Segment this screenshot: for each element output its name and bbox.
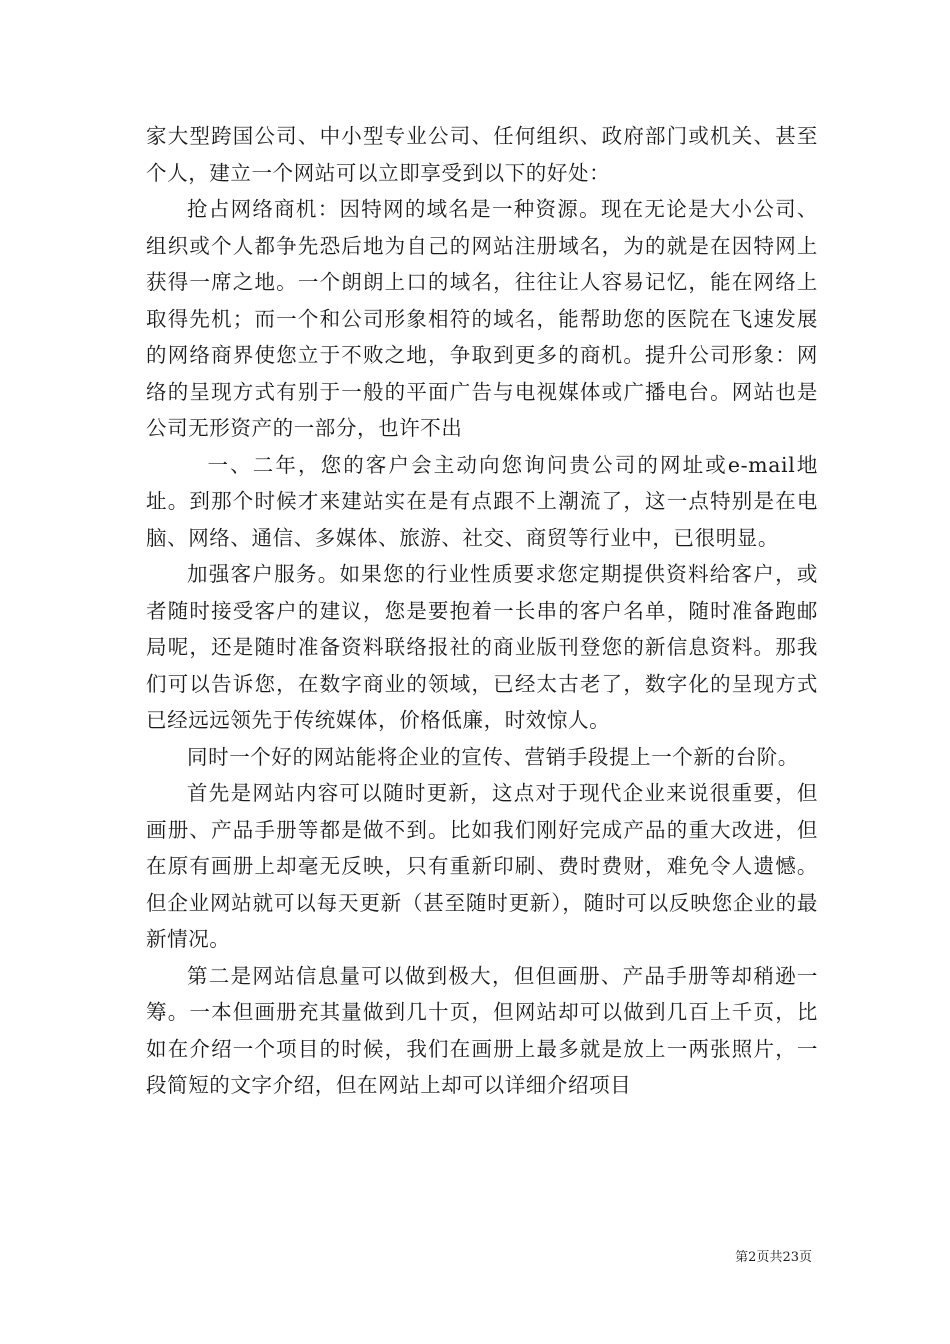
paragraph-2: 抢占网络商机：因特网的域名是一种资源。现在无论是大小公司、组织或个人都争先恐后地为自己的网站注册域名，为的就是在因特网上获得一席之地。一个朗朗上口的域名，往往让人容易记忆，能在网络上取得先机；而一个和公司形象相符的域名，能帮助您的医院在飞速发展的网络商界使您立于不败之地，争取到更多的商机。提升公司形象：网络的呈现方式有别于一般的平面广告与电视媒体或广播电台。网站也是公司无形资产的一部分，也许不出 [146, 197, 818, 440]
paragraph-7: 第二是网站信息量可以做到极大，但但画册、产品手册等却稍逊一筹。一本但画册充其量做到几十页，但网站却可以做到几百上千页，比如在介绍一个项目的时候，我们在画册上最多就是放上一两张照片，一段简短的文字介绍，但在网站上却可以详细介绍项目 [146, 963, 818, 1097]
paragraph-5: 同时一个好的网站能将企业的宣传、营销手段提上一个新的台阶。 [187, 744, 799, 769]
paragraph-3: 一、二年，您的客户会主动向您询问贵公司的网址或e-mail地址。到那个时候才来建站实在是有点跟不上潮流了，这一点特别是在电脑、网络、通信、多媒体、旅游、社交、商贸等行业中，已很明显。 [146, 452, 818, 550]
paragraph-4: 加强客户服务。如果您的行业性质要求您定期提供资料给客户，或者随时接受客户的建议，您是要抱着一长串的客户名单，随时准备跑邮局呢，还是随时准备资料联络报社的商业版刊登您的新信息资料。那我们可以告诉您，在数字商业的领域，已经太古老了，数字化的呈现方式已经远远领先于传统媒体，价格低廉，时效惊人。 [146, 562, 818, 732]
document-body [146, 118, 818, 1104]
paragraph-1: 家大型跨国公司、中小型专业公司、任何组织、政府部门或机关、甚至个人，建立一个网站可以立即享受到以下的好处： [146, 124, 818, 185]
paragraph-6: 首先是网站内容可以随时更新，这点对于现代企业来说很重要，但画册、产品手册等都是做不到。比如我们刚好完成产品的重大改进，但在原有画册上却毫无反映，只有重新印刷、费时费财，难免令人遗憾。但企业网站就可以每天更新（甚至随时更新），随时可以反映您企业的最新情况。 [146, 781, 818, 951]
page-number-footer: 第2页共23页 [735, 1250, 812, 1265]
